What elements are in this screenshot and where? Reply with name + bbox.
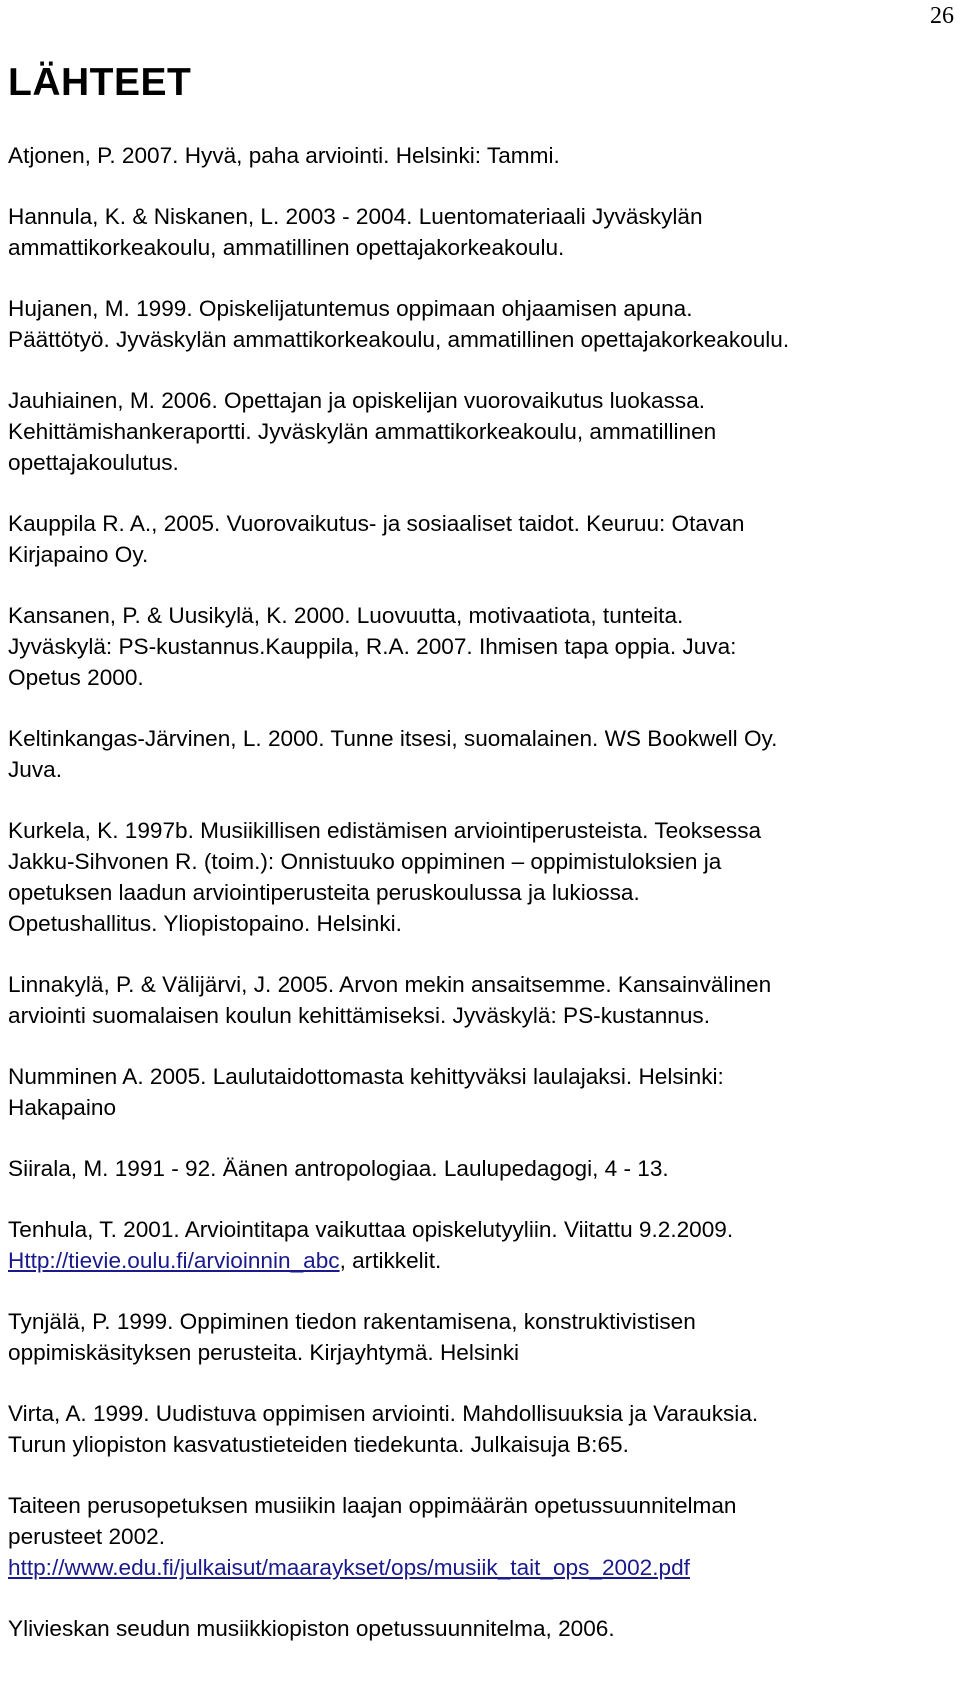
reference-line: Tynjälä, P. 1999. Oppiminen tiedon rakentamisena, konstruktivistisen bbox=[8, 1309, 696, 1334]
reference-line: oppimiskäsityksen perusteita. Kirjayhtymä. Helsinki bbox=[8, 1340, 520, 1365]
reference-line: Siirala, M. 1991 - 92. Äänen antropologiaa. Laulupedagogi, 4 - 13. bbox=[8, 1156, 669, 1181]
reference-line: Jyväskylä: PS-kustannus.Kauppila, R.A. 2007. Ihmisen tapa oppia. Juva: bbox=[8, 634, 737, 659]
reference-entry bbox=[8, 201, 954, 263]
reference-entry bbox=[8, 1398, 954, 1460]
reference-entry bbox=[8, 140, 954, 171]
page-title: LÄHTEET bbox=[8, 61, 192, 104]
reference-line: Hujanen, M. 1999. Opiskelijatuntemus oppimaan ohjaamisen apuna. bbox=[8, 296, 693, 321]
reference-entry bbox=[8, 600, 954, 693]
reference-entry bbox=[8, 1214, 954, 1276]
reference-entry bbox=[8, 1306, 954, 1368]
reference-line: Numminen A. 2005. Laulutaidottomasta kehittyväksi laulajaksi. Helsinki: bbox=[8, 1064, 724, 1089]
reference-line: Kauppila R. A., 2005. Vuorovaikutus- ja sosiaaliset taidot. Keuruu: Otavan bbox=[8, 511, 745, 536]
reference-link-line bbox=[8, 1552, 954, 1583]
reference-entry bbox=[8, 1153, 954, 1184]
reference-link-line bbox=[8, 1245, 954, 1276]
reference-line: Hakapaino bbox=[8, 1095, 117, 1120]
reference-line: Keltinkangas-Järvinen, L. 2000. Tunne itsesi, suomalainen. WS Bookwell Oy. bbox=[8, 726, 778, 751]
reference-line: ammattikorkeakoulu, ammatillinen opettajakorkeakoulu. bbox=[8, 235, 565, 260]
reference-line: Hannula, K. & Niskanen, L. 2003 - 2004. Luentomateriaali Jyväskylän bbox=[8, 204, 703, 229]
reference-entry bbox=[8, 1061, 954, 1123]
reference-line: Jauhiainen, M. 2006. Opettajan ja opiskelijan vuorovaikutus luokassa. bbox=[8, 388, 706, 413]
reference-line: opettajakoulutus. bbox=[8, 450, 179, 475]
reference-entry bbox=[8, 293, 954, 355]
reference-line: Opetushallitus. Yliopistopaino. Helsinki. bbox=[8, 911, 402, 936]
reference-line: Taiteen perusopetuksen musiikin laajan oppimäärän opetussuunnitelman bbox=[8, 1493, 737, 1518]
reference-line: Kehittämishankeraportti. Jyväskylän ammattikorkeakoulu, ammatillinen bbox=[8, 419, 717, 444]
reference-line: Tenhula, T. 2001. Arviointitapa vaikuttaa opiskelutyyliin. Viitattu 9.2.2009. bbox=[8, 1217, 734, 1242]
reference-entry bbox=[8, 508, 954, 570]
reference-link-suffix: , artikkelit. bbox=[339, 1248, 442, 1273]
page-number: 26 bbox=[930, 3, 954, 29]
reference-line: Turun yliopiston kasvatustieteiden tiedekunta. Julkaisuja B:65. bbox=[8, 1432, 629, 1457]
reference-line: Kansanen, P. & Uusikylä, K. 2000. Luovuutta, motivaatiota, tunteita. bbox=[8, 603, 684, 628]
reference-list bbox=[8, 140, 954, 1674]
reference-entry bbox=[8, 969, 954, 1031]
reference-entry bbox=[8, 723, 954, 785]
reference-line: Päättötyö. Jyväskylän ammattikorkeakoulu, ammatillinen opettajakorkeakoulu. bbox=[8, 327, 790, 352]
reference-line: Opetus 2000. bbox=[8, 665, 144, 690]
reference-line: Atjonen, P. 2007. Hyvä, paha arviointi. Helsinki: Tammi. bbox=[8, 143, 560, 168]
reference-entry bbox=[8, 1490, 954, 1583]
reference-entry bbox=[8, 1613, 954, 1644]
reference-line: Kirjapaino Oy. bbox=[8, 542, 149, 567]
reference-line: arviointi suomalaisen koulun kehittämiseksi. Jyväskylä: PS-kustannus. bbox=[8, 1003, 710, 1028]
reference-line: Virta, A. 1999. Uudistuva oppimisen arviointi. Mahdollisuuksia ja Varauksia. bbox=[8, 1401, 759, 1426]
reference-line: perusteet 2002. bbox=[8, 1524, 166, 1549]
reference-entry bbox=[8, 385, 954, 478]
reference-link[interactable]: Http://tievie.oulu.fi/arvioinnin_abc bbox=[8, 1248, 340, 1273]
reference-line: Kurkela, K. 1997b. Musiikillisen edistämisen arviointiperusteista. Teoksessa bbox=[8, 818, 762, 843]
reference-line: Linnakylä, P. & Välijärvi, J. 2005. Arvon mekin ansaitsemme. Kansainvälinen bbox=[8, 972, 772, 997]
reference-line: Jakku-Sihvonen R. (toim.): Onnistuuko oppiminen – oppimistuloksien ja bbox=[8, 849, 722, 874]
reference-line: Juva. bbox=[8, 757, 63, 782]
reference-line: Ylivieskan seudun musiikkiopiston opetussuunnitelma, 2006. bbox=[8, 1616, 615, 1641]
reference-entry bbox=[8, 815, 954, 939]
reference-link[interactable]: http://www.edu.fi/julkaisut/maaraykset/ops/musiik_tait_ops_2002.pdf bbox=[8, 1555, 690, 1580]
reference-line: opetuksen laadun arviointiperusteita peruskoulussa ja lukiossa. bbox=[8, 880, 640, 905]
